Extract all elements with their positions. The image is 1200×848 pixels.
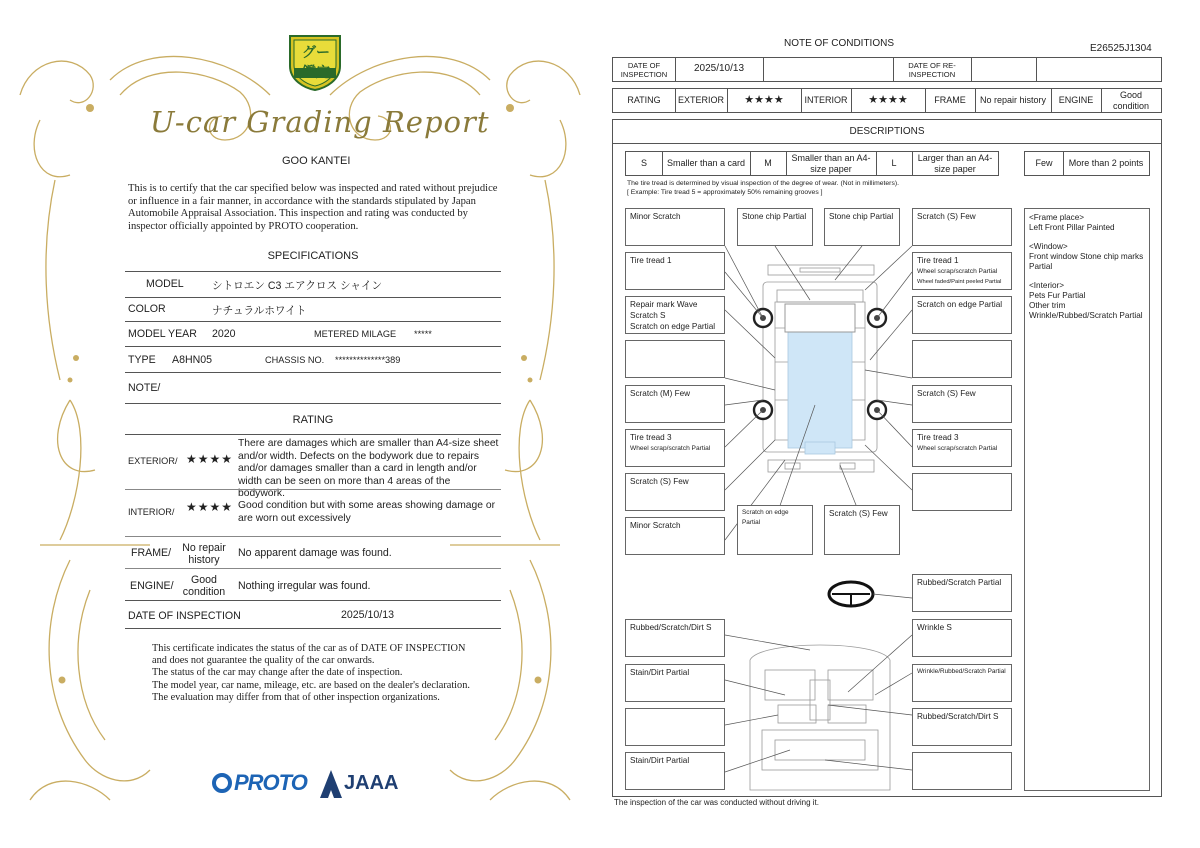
side-note-heading: <Window> [1029, 242, 1068, 251]
divider [125, 403, 501, 404]
specifications-heading: SPECIFICATIONS [267, 250, 359, 262]
label-box: Stain/Dirt Partial [625, 752, 725, 790]
exterior-stars: ★★★★ [744, 94, 784, 107]
emblem-text: グー鑑定 [302, 44, 330, 80]
footer-line: The model year, car name, mileage, etc. are based on the dealer's declaration. [152, 679, 470, 691]
label-box [625, 429, 725, 467]
label-box: Scratch (S) Few [824, 505, 900, 555]
few-label: Few [1035, 158, 1053, 169]
divider [125, 628, 501, 629]
proto-logo-text: PROTO [234, 770, 307, 795]
label-box [625, 296, 725, 334]
label-line: Repair mark Wave [630, 300, 698, 309]
interior-stars: ★★★★ [186, 500, 234, 514]
engine-value: Good condition [182, 574, 226, 598]
label-box [625, 708, 725, 746]
chassis-label: CHASSIS NO. [265, 355, 325, 365]
inspection-date-value: 2025/10/13 [341, 609, 395, 621]
divider [125, 568, 501, 569]
label-box: Minor Scratch [625, 517, 725, 555]
side-note-line: Front window Stone chip marks Partial [1029, 252, 1144, 271]
label-box: Scratch on edge Partial [737, 505, 813, 555]
descriptions-heading: DESCRIPTIONS [613, 120, 1161, 144]
conditions-title: NOTE OF CONDITIONS [784, 38, 894, 49]
rating-label: RATING [627, 95, 661, 106]
label-box [625, 340, 725, 378]
color-label: COLOR [128, 303, 166, 315]
label-line: Tire tread 3 [630, 433, 672, 442]
label-box: Tire tread 1 [625, 252, 725, 290]
size-l-description: Larger than an A4-size paper [917, 153, 993, 174]
tire-note: The tire tread is determined by visual inspection of the degree of wear. (Not in millimeters). [627, 180, 899, 187]
frame-value: No repair history [182, 542, 226, 566]
side-note-heading: <Interior> [1029, 281, 1065, 290]
label-box: Scratch (S) Few [912, 208, 1012, 246]
rating-heading: RATING [292, 414, 334, 426]
label-box: Rubbed/Scratch/Dirt S [625, 619, 725, 657]
label-box: Scratch on edge Partial [912, 296, 1012, 334]
label-box: Rubbed/Scratch Partial [912, 574, 1012, 612]
type-value: A8HN05 [172, 354, 213, 366]
few-description: More than 2 points [1068, 158, 1144, 169]
label-box [912, 473, 1012, 511]
label-line: Scratch S [630, 311, 666, 320]
engine-label: ENGINE/ [130, 580, 174, 592]
report-title: U-car Grading Report [150, 105, 490, 139]
report-subtitle: GOO KANTEI [282, 155, 351, 167]
divider [125, 600, 501, 601]
interior-stars: ★★★★ [868, 94, 908, 107]
date-inspection-value: 2025/10/13 [693, 63, 745, 75]
label-box [912, 752, 1012, 790]
interior-label: INTERIOR/ [128, 507, 175, 517]
jaaa-logo-icon [320, 770, 342, 798]
certification-text: This is to certify that the car specified below was inspected and rated without prejudice or influence in a fair manner, in accordance with the standards stipulated by Japan Automobile Appraisal Association. This inspection and rating was conducted by inspector officially appointed by PROTO cooperation. [128, 183, 498, 233]
engine-value: Good condition [1112, 90, 1150, 111]
note-of-conditions [600, 0, 1200, 848]
side-note-line: Wrinkle/Rubbed/Scratch Partial [1029, 311, 1143, 320]
side-notes [1024, 208, 1150, 791]
side-note-heading: <Frame place> [1029, 213, 1085, 222]
label-box: Stone chip Partial [824, 208, 900, 246]
frame-label: FRAME [934, 95, 966, 106]
divider [125, 297, 501, 298]
label-box [912, 429, 1012, 467]
jaaa-logo-text: JAAA [344, 772, 399, 794]
exterior-stars: ★★★★ [186, 452, 234, 466]
size-s-description: Smaller than a card [666, 158, 746, 169]
date-inspection-label: DATE OF INSPECTION [620, 60, 668, 79]
side-note-line: Left Front Pillar Painted [1029, 223, 1115, 232]
inspection-footer-note: The inspection of the car was conducted without driving it. [614, 798, 819, 807]
label-line: Wheel scrap/scratch Partial [917, 268, 998, 275]
exterior-label: EXTERIOR/ [128, 456, 178, 466]
label-box: Stain/Dirt Partial [625, 664, 725, 702]
model-year-label: MODEL YEAR [128, 328, 197, 340]
document-code: E26525J1304 [1090, 43, 1152, 54]
frame-label: FRAME/ [131, 547, 172, 559]
exterior-description: There are damages which are smaller than A4-size sheet and/or width. Defects on the bodywork due to repairs and/or damages smaller than a card in length and/or width can be seen on more than 4 areas of the bodywork. [238, 438, 499, 499]
side-note-line: Pets Fur Partial [1029, 291, 1086, 300]
label-box: Scratch (S) Few [912, 385, 1012, 423]
divider [125, 346, 501, 347]
engine-description: Nothing irregular was found. [238, 580, 371, 592]
label-line: Wheel scrap/scratch Partial [917, 445, 998, 452]
interior-description: Good condition but with some areas showing damage or are worn out excessively [238, 500, 495, 524]
tire-example: [ Example: Tire tread 5 = approximately 50% remaining grooves ] [627, 189, 823, 196]
divider [125, 271, 501, 272]
footer-line: The status of the car may change after the date of inspection. [152, 667, 403, 679]
size-l: L [891, 158, 897, 169]
inspection-date-label: DATE OF INSPECTION [128, 610, 241, 622]
label-box: Stone chip Partial [737, 208, 813, 246]
engine-label: ENGINE [1058, 95, 1094, 106]
chassis-value: **************389 [335, 355, 401, 365]
model-year-value: 2020 [212, 328, 236, 340]
divider [125, 434, 501, 435]
type-label: TYPE [128, 354, 156, 366]
date-reinspection-label: DATE OF RE-INSPECTION [908, 60, 956, 79]
label-line: Scratch on edge Partial [630, 322, 716, 331]
label-line: Wheel scrap/scratch Partial [630, 445, 711, 452]
label-box: Wrinkle/Rubbed/Scratch Partial [912, 664, 1012, 702]
color-value: ナチュラルホワイト [212, 305, 307, 317]
label-box: Wrinkle S [912, 619, 1012, 657]
note-label: NOTE/ [128, 382, 161, 394]
mileage-label: METERED MILAGE [314, 329, 397, 339]
label-line: Tire tread 3 [917, 433, 959, 442]
model-value: シトロエン C3 エアクロス シャイン [212, 280, 383, 292]
size-s: S [640, 158, 647, 169]
mileage-value: ***** [414, 329, 432, 339]
model-label: MODEL [146, 278, 184, 290]
footer-line: The evaluation may differ from that of other inspection organizations. [152, 691, 440, 703]
label-box [912, 252, 1012, 290]
label-line: Wheel faded/Paint peeled Partial [917, 279, 1002, 285]
exterior-label: EXTERIOR [677, 95, 724, 106]
certificate-footer [152, 643, 482, 704]
size-m-description: Smaller than an A4-size paper [791, 153, 871, 174]
size-m: M [764, 158, 772, 169]
divider [125, 489, 501, 490]
label-box: Minor Scratch [625, 208, 725, 246]
steering-wheel-icon [829, 582, 873, 606]
divider [125, 321, 501, 322]
footer-line: This certificate indicates the status of the car as of DATE OF INSPECTION and does not guarantee the quality of the car onwards. [152, 643, 466, 667]
proto-logo-icon [212, 772, 234, 796]
side-note-line: Other trim [1029, 301, 1066, 310]
label-box [912, 340, 1012, 378]
interior-label: INTERIOR [804, 95, 848, 106]
label-line: Tire tread 1 [917, 256, 959, 265]
label-box: Rubbed/Scratch/Dirt S [912, 708, 1012, 746]
label-box: Scratch (M) Few [625, 385, 725, 423]
label-box: Scratch (S) Few [625, 473, 725, 511]
frame-description: No apparent damage was found. [238, 547, 392, 559]
divider [125, 536, 501, 537]
frame-value: No repair history [979, 95, 1047, 106]
divider [125, 372, 501, 373]
